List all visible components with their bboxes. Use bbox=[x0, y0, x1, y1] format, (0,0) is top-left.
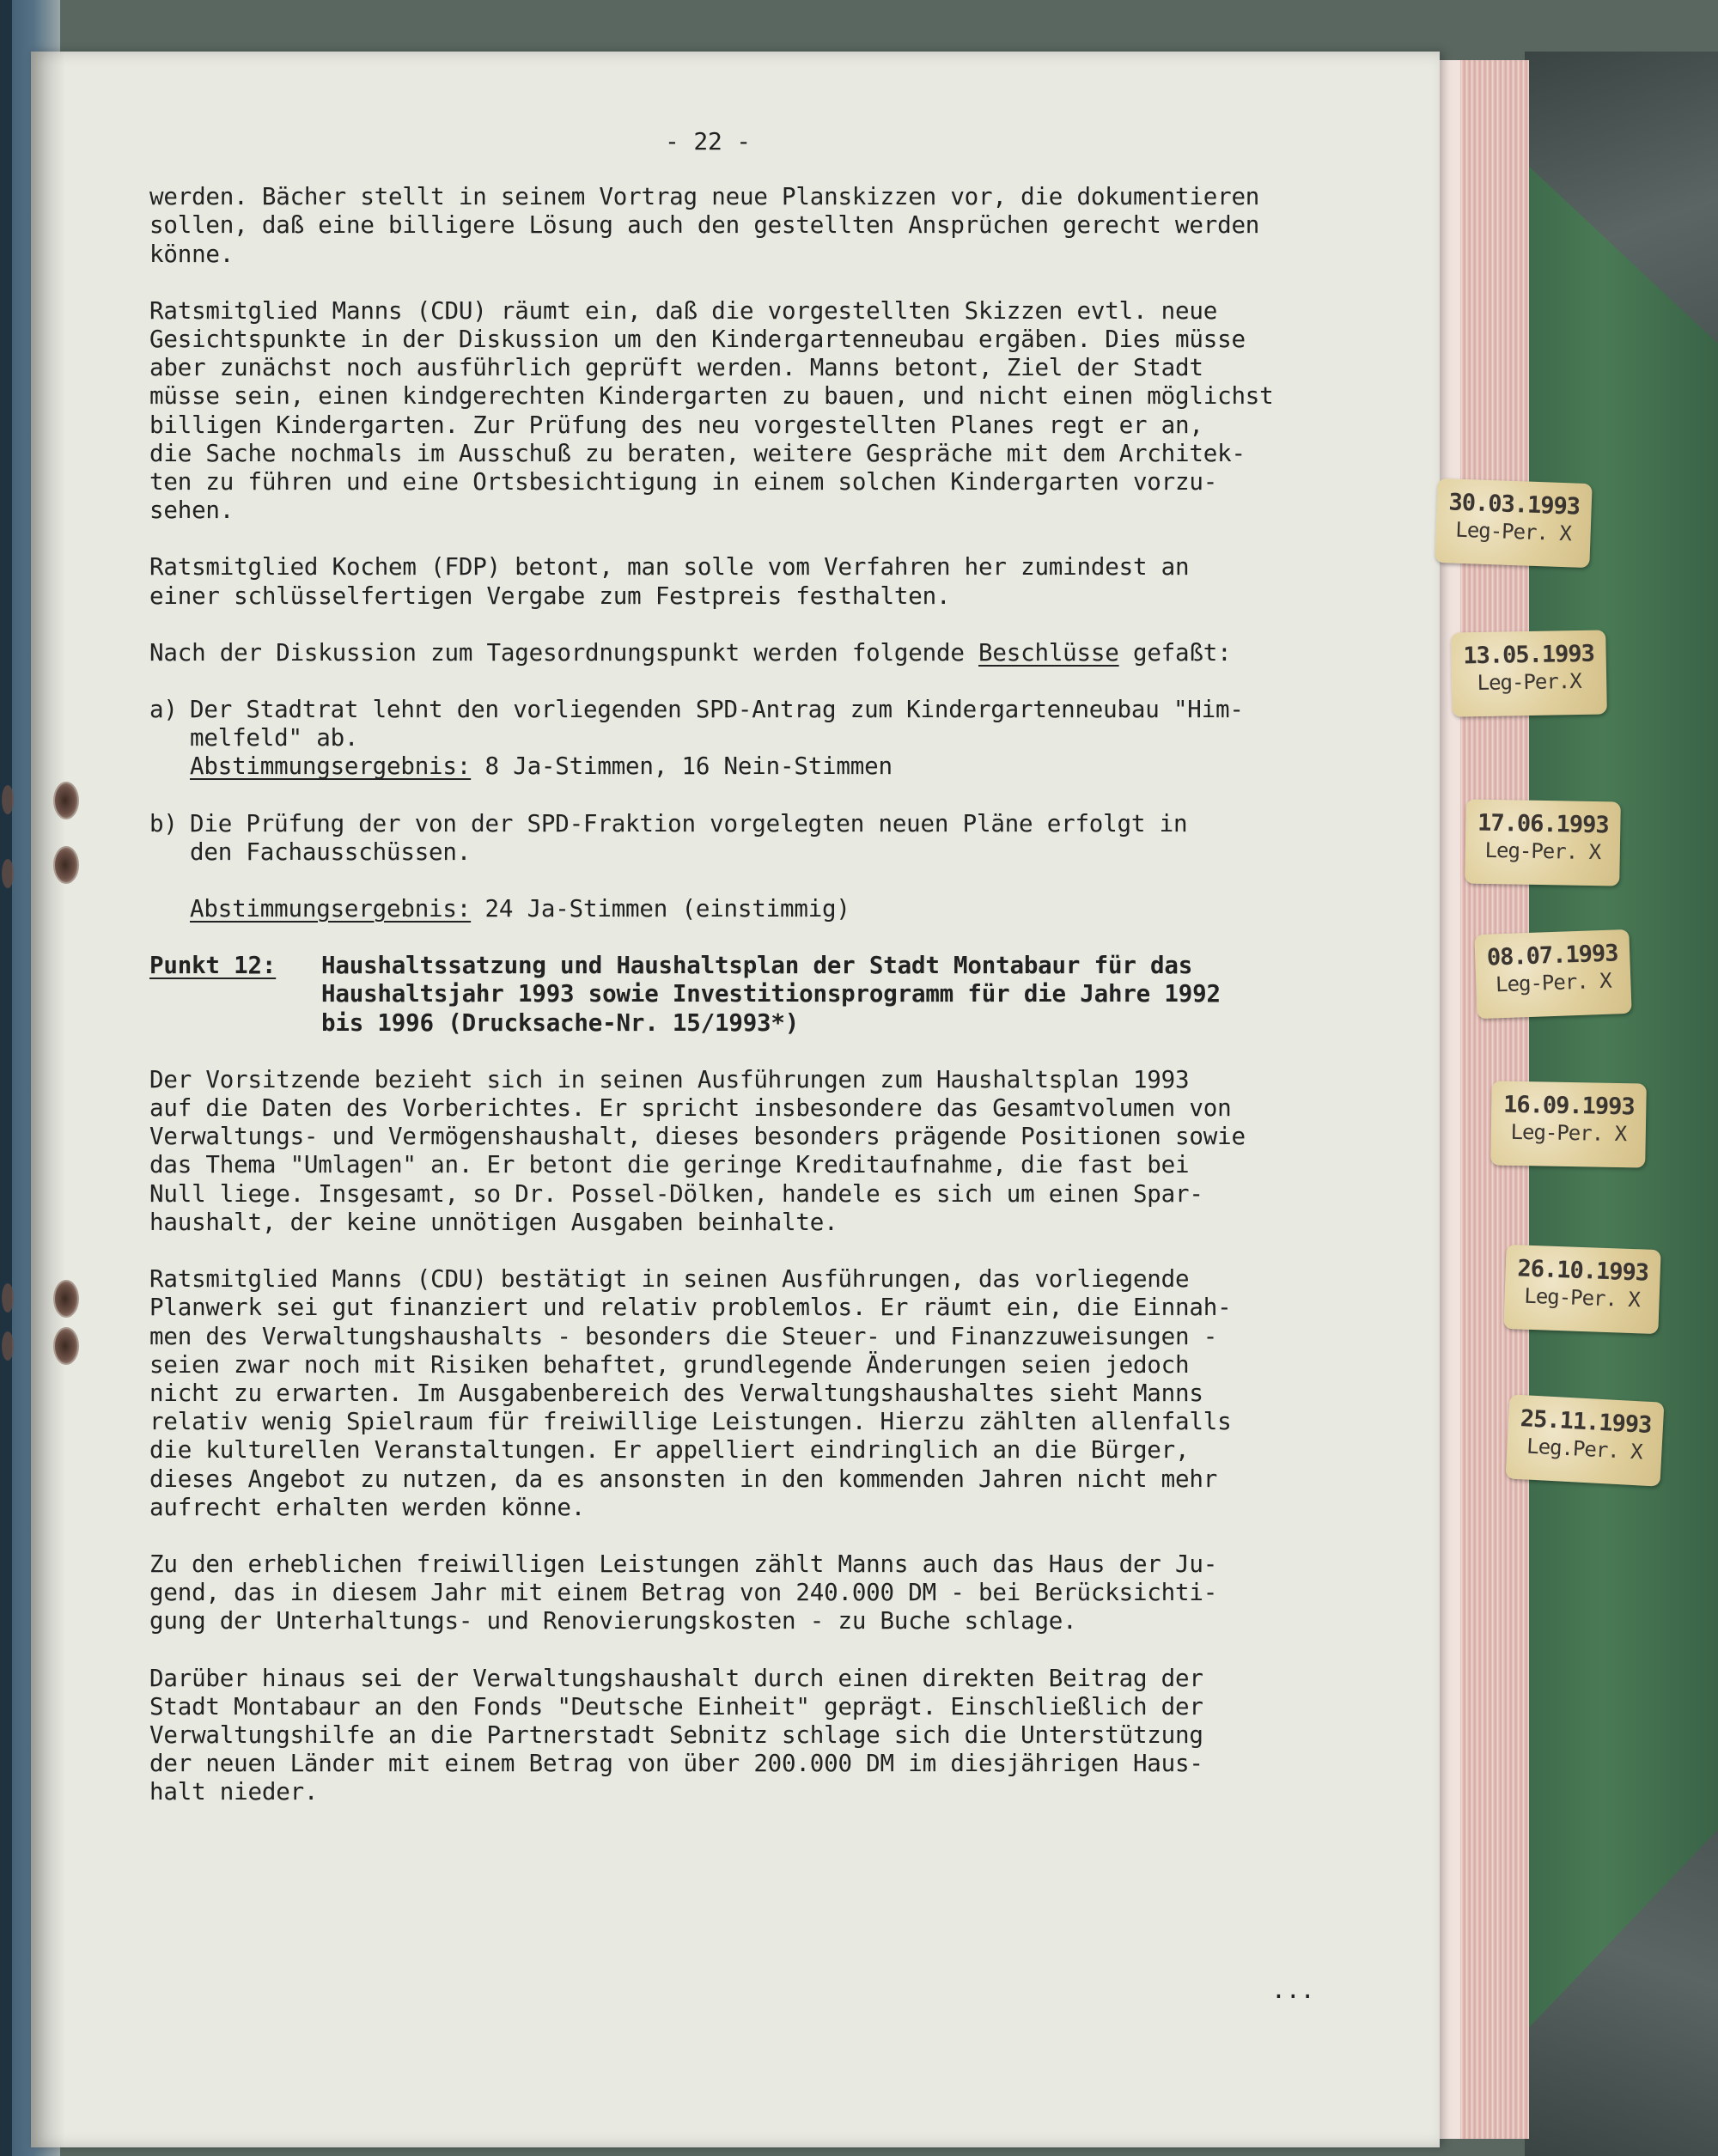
punch-hole-lower bbox=[53, 1280, 79, 1318]
text-line: werden. Bächer stellt in seinem Vortrag neue Planskizzen vor, die dokumentieren bbox=[149, 183, 1260, 211]
text-line: seien zwar noch mit Risiken behaftet, grundlegende Änderungen seien jedoch bbox=[149, 1350, 1190, 1379]
index-tab-date: 13.05.1993 bbox=[1463, 640, 1595, 670]
index-tab-period: Leg.Per. X bbox=[1526, 1434, 1643, 1465]
text-line: gung der Unterhaltungs- und Renovierungskosten - zu Buche schlage. bbox=[149, 1607, 1077, 1635]
text-line: müsse sein, einen kindgerechten Kindergarten zu bauen, und nicht einen möglichst bbox=[149, 382, 1274, 411]
text-line: aufrecht erhalten werden könne. bbox=[149, 1493, 586, 1521]
text-line: einer schlüsselfertigen Vergabe zum Festpreis festhalten. bbox=[149, 582, 951, 610]
paragraph bbox=[149, 553, 1326, 610]
text-line: auf die Daten des Vorberichtes. Er spricht insbesondere das Gesamtvolumen von bbox=[149, 1094, 1232, 1123]
vote-result bbox=[149, 895, 1326, 923]
resolution-item bbox=[149, 810, 1326, 867]
vote-label: Abstimmungsergebnis: bbox=[190, 752, 472, 781]
text-line: Der Vorsitzende bezieht sich in seinen Ausführungen zum Haushaltsplan 1993 bbox=[149, 1065, 1190, 1093]
punch-hole-upper bbox=[53, 782, 79, 819]
resolution-text-line: den Fachausschüssen. bbox=[190, 837, 472, 866]
text-line: billigen Kindergarten. Zur Prüfung des neu vorgestellten Planes regt er an, bbox=[149, 411, 1203, 439]
index-tab bbox=[1490, 1081, 1647, 1167]
resolution-intro-text: Nach der Diskussion zum Tagesordnungspunkt werden folgende bbox=[149, 638, 979, 667]
agenda-title-line: bis 1996 (Drucksache-Nr. 15/1993*) bbox=[321, 1008, 800, 1037]
paragraph bbox=[149, 183, 1326, 269]
resolution-text-line: Der Stadtrat lehnt den vorliegenden SPD-Antrag zum Kindergartenneubau "Him- bbox=[190, 696, 1244, 724]
text-line: Ratsmitglied Manns (CDU) bestätigt in seinen Ausführungen, das vorliegende bbox=[149, 1265, 1190, 1294]
text-line: relativ wenig Spielraum für freiwillige Leistungen. Hierzu zählten allenfalls bbox=[149, 1408, 1232, 1436]
resolution-text-line: Die Prüfung der von der SPD-Fraktion vorgelegten neuen Pläne erfolgt in bbox=[190, 809, 1188, 837]
text-line: Verwaltungshilfe an die Partnerstadt Sebnitz schlage sich die Unterstützung bbox=[149, 1721, 1203, 1749]
index-tab bbox=[1503, 1245, 1660, 1334]
paragraph bbox=[149, 297, 1326, 526]
punch-hole-shadow-lower bbox=[2, 1283, 14, 1312]
agenda-item-title bbox=[321, 952, 1326, 1038]
resolution-intro-end: gefaßt: bbox=[1118, 638, 1232, 667]
punch-hole-upper-2 bbox=[53, 846, 79, 884]
resolution-item bbox=[149, 696, 1326, 752]
resolution-label: b) bbox=[149, 809, 178, 837]
resolution-intro-underlined: Beschlüsse bbox=[978, 638, 1119, 667]
text-line: haushalt, der keine unnötigen Ausgaben beinhalte. bbox=[149, 1208, 838, 1236]
agenda-title-line: Haushaltssatzung und Haushaltsplan der Stadt Montabaur für das bbox=[321, 952, 1193, 980]
index-tab bbox=[1474, 929, 1631, 1019]
punch-hole-shadow-upper bbox=[2, 785, 14, 814]
text-line: sollen, daß eine billigere Lösung auch den gestellten Ansprüchen gerecht werden bbox=[149, 211, 1260, 240]
agenda-title-line: Haushaltsjahr 1993 sowie Investitionsprogramm für die Jahre 1992 bbox=[321, 980, 1221, 1008]
index-tab-date: 25.11.1993 bbox=[1520, 1405, 1653, 1440]
punch-hole-shadow-lower-2 bbox=[2, 1331, 14, 1361]
resolutions-list bbox=[149, 696, 1326, 923]
index-tab-period: Leg-Per. X bbox=[1510, 1119, 1627, 1147]
text-line: Stadt Montabaur an den Fonds "Deutsche Einheit" geprägt. Einschließlich der bbox=[149, 1692, 1203, 1721]
vote-value: 8 Ja-Stimmen, 16 Nein-Stimmen bbox=[471, 752, 893, 781]
index-tab bbox=[1451, 630, 1607, 716]
text-line: men des Verwaltungshaushalts - besonders die Steuer- und Finanzzuweisungen - bbox=[149, 1322, 1218, 1350]
text-line: Null liege. Insgesamt, so Dr. Possel-Dölken, handele es sich um einen Spar- bbox=[149, 1179, 1203, 1208]
vote-value: 24 Ja-Stimmen (einstimmig) bbox=[471, 895, 850, 923]
vote-label: Abstimmungsergebnis: bbox=[190, 895, 472, 923]
text-line: nicht zu erwarten. Im Ausgabenbereich des Verwaltungshaushaltes sieht Manns bbox=[149, 1379, 1203, 1407]
punch-hole-shadow-upper-2 bbox=[2, 859, 14, 888]
text-line: der neuen Länder mit einem Betrag von über 200.000 DM im diesjährigen Haus- bbox=[149, 1750, 1203, 1778]
text-line: gend, das in diesem Jahr mit einem Betrag von 240.000 DM - bei Berücksichti- bbox=[149, 1579, 1218, 1607]
text-line: die Sache nochmals im Ausschuß zu beraten, weitere Gespräche mit dem Architek- bbox=[149, 439, 1246, 467]
index-tab-date: 30.03.1993 bbox=[1447, 489, 1581, 521]
index-tab bbox=[1465, 799, 1621, 886]
document-text bbox=[149, 127, 1326, 1836]
text-line: könne. bbox=[149, 240, 235, 268]
index-tab-date: 26.10.1993 bbox=[1516, 1255, 1649, 1287]
index-tab-period: Leg-Per. X bbox=[1495, 968, 1612, 997]
paragraph bbox=[149, 1665, 1326, 1807]
index-tab-period: Leg-Per. X bbox=[1454, 517, 1572, 546]
resolution-text-line: melfeld" ab. bbox=[190, 724, 359, 752]
index-tab-date: 08.07.1993 bbox=[1486, 940, 1619, 971]
index-tab bbox=[1506, 1394, 1665, 1486]
text-line: Darüber hinaus sei der Verwaltungshaushalt durch einen direkten Beitrag der bbox=[149, 1664, 1203, 1692]
text-line: die kulturellen Veranstaltungen. Er appelliert eindringlich an die Bürger, bbox=[149, 1436, 1190, 1465]
page-gutter-shadow bbox=[31, 52, 65, 2147]
punch-hole-lower-2 bbox=[53, 1327, 79, 1365]
vote-result bbox=[149, 752, 1326, 781]
text-line: Ratsmitglied Kochem (FDP) betont, man solle vom Verfahren her zumindest an bbox=[149, 553, 1190, 582]
agenda-item-label: Punkt 12: bbox=[149, 952, 277, 980]
text-line: dieses Angebot zu nutzen, da es ansonsten in den kommenden Jahren nicht mehr bbox=[149, 1465, 1218, 1493]
text-line: Planwerk sei gut finanziert und relativ problemlos. Er räumt ein, die Einnah- bbox=[149, 1294, 1232, 1322]
paragraph bbox=[149, 1066, 1326, 1237]
text-line: das Thema "Umlagen" an. Er betont die geringe Kreditaufnahme, die fast bei bbox=[149, 1151, 1190, 1179]
page-number: - 22 - bbox=[665, 127, 751, 155]
text-line: Verwaltungs- und Vermögenshaushalt, dieses besonders prägende Positionen sowie bbox=[149, 1123, 1246, 1151]
index-tab-date: 16.09.1993 bbox=[1502, 1091, 1635, 1121]
continuation-marker: ... bbox=[1271, 1976, 1315, 2004]
text-line: Gesichtspunkte in der Diskussion um den Kindergartenneubau ergäben. Dies müsse bbox=[149, 326, 1246, 354]
paragraphs-before bbox=[149, 183, 1326, 611]
text-line: aber zunächst noch ausführlich geprüft werden. Manns betont, Ziel der Stadt bbox=[149, 354, 1203, 382]
index-tab bbox=[1435, 478, 1592, 568]
paragraphs-after bbox=[149, 1066, 1326, 1807]
paragraph bbox=[149, 1550, 1326, 1636]
index-tab-period: Leg-Per. X bbox=[1484, 837, 1601, 865]
paragraph bbox=[149, 1265, 1326, 1522]
index-tab-date: 17.06.1993 bbox=[1477, 809, 1609, 839]
text-line: halt nieder. bbox=[149, 1778, 319, 1806]
text-line: Zu den erheblichen freiwilligen Leistungen zählt Manns auch das Haus der Ju- bbox=[149, 1550, 1218, 1578]
text-line: sehen. bbox=[149, 496, 235, 525]
text-line: ten zu führen und eine Ortsbesichtigung in einem solchen Kindergarten vorzu- bbox=[149, 468, 1218, 496]
text-line: Ratsmitglied Manns (CDU) räumt ein, daß die vorgestellten Skizzen evtl. neue bbox=[149, 296, 1218, 325]
index-tab-period: Leg-Per. X bbox=[1523, 1283, 1641, 1312]
resolution-label: a) bbox=[149, 696, 178, 724]
agenda-item bbox=[149, 952, 1326, 1038]
page-stack-front bbox=[1440, 60, 1460, 2139]
resolution-intro bbox=[149, 639, 1326, 667]
index-tab-period: Leg-Per.X bbox=[1477, 668, 1581, 696]
binder-spine-edge bbox=[0, 0, 12, 2156]
